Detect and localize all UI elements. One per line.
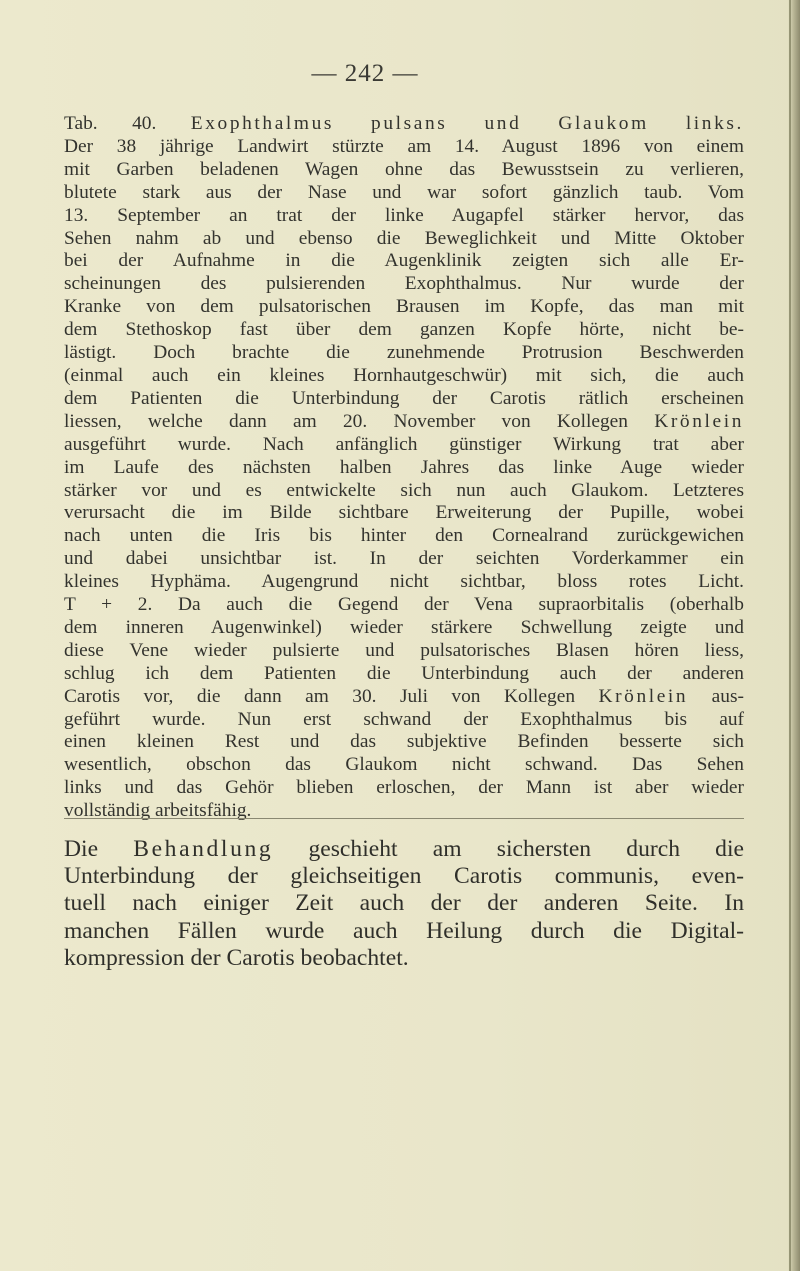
text-line: dem inneren Augenwinkel) wieder stärkere Schwellung zeigte und xyxy=(64,616,744,638)
horizontal-rule xyxy=(64,818,744,819)
text-line: bei der Aufnahme in die Augenklinik zeigten sich alle Er- xyxy=(64,250,744,272)
text-line: vollständig arbeitsfähig. xyxy=(64,800,252,822)
text-line: (einmal auch ein kleines Hornhautgeschwür) mit sich, die auch xyxy=(64,364,744,386)
text-line: manchen Fällen wurde auch Heilung durch die Digital- xyxy=(64,917,744,944)
surgeon-name: Krönlein xyxy=(654,410,744,432)
page-number: — 242 — xyxy=(311,60,419,87)
text-line: 13. September an trat der linke Augapfel stärker hervor, das xyxy=(64,204,744,226)
surgeon-name: Krönlein xyxy=(598,685,689,707)
text-line: einen kleinen Rest und das subjektive Befinden besserte sich xyxy=(64,731,744,753)
text-line: diese Vene wieder pulsierte und pulsatorisches Blasen hören liess, xyxy=(64,639,744,661)
treatment-paragraph xyxy=(64,836,744,972)
text-line: wesentlich, obschon das Glaukom nicht schwand. Das Sehen xyxy=(64,754,744,776)
text-line: scheinungen des pulsierenden Exophthalmus. Nur wurde der xyxy=(64,273,744,295)
text-fragment: geschieht am sichersten durch die xyxy=(308,836,744,862)
table-title: Exophthalmus pulsans und Glaukom links. xyxy=(190,113,744,134)
text-line: dem Patienten die Unterbindung der Carotis rätlich erscheinen xyxy=(64,387,744,409)
text-line: kleines Hyphäma. Augengrund nicht sichtbar, bloss rotes Licht. xyxy=(64,571,744,593)
case-report-paragraph xyxy=(64,113,744,823)
text-line: Kranke von dem pulsatorischen Brausen im Kopfe, das man mit xyxy=(64,296,744,318)
text-line: T + 2. Da auch die Gegend der Vena supraorbitalis (oberhalb xyxy=(64,594,744,616)
text-line: schlug ich dem Patienten die Unterbindung auch der anderen xyxy=(64,662,744,684)
text-line: Der 38 jährige Landwirt stürzte am 14. August 1896 von einem xyxy=(64,135,744,157)
text-line: mit Garben beladenen Wagen ohne das Bewusstsein zu verlieren, xyxy=(64,158,744,180)
text-line: und dabei unsichtbar ist. In der seichten Vorderkammer ein xyxy=(64,548,744,570)
lead-word: Die xyxy=(64,836,99,862)
text-line: im Laufe des nächsten halben Jahres das linke Auge wieder xyxy=(64,456,744,478)
text-line xyxy=(64,411,744,434)
text-line xyxy=(64,686,744,709)
text-line: tuell nach einiger Zeit auch der der anderen Seite. In xyxy=(64,890,744,917)
text-line: verursacht die im Bilde sichtbare Erweiterung der Pupille, wobei xyxy=(64,502,744,524)
text-line: blutete stark aus der Nase und war sofort gänzlich taub. Vom xyxy=(64,181,744,203)
text-line: lästigt. Doch brachte die zunehmende Protrusion Beschwerden xyxy=(64,342,744,364)
text-line: kompression der Carotis beobachtet. xyxy=(64,944,409,971)
text-line: geführt wurde. Nun erst schwand der Exophthalmus bis auf xyxy=(64,708,744,730)
text-line: Sehen nahm ab und ebenso die Beweglichkeit und Mitte Oktober xyxy=(64,227,744,249)
text-line: dem Stethoskop fast über dem ganzen Kopfe hörte, nicht be- xyxy=(64,319,744,341)
table-label: Tab. 40. xyxy=(64,113,157,134)
text-line xyxy=(64,836,744,863)
text-fragment: Carotis vor, die dann am 30. Juli von Kollegen xyxy=(64,685,576,707)
text-fragment: aus- xyxy=(711,685,744,707)
text-line: links und das Gehör blieben erloschen, der Mann ist aber wieder xyxy=(64,777,744,799)
lead-word-spaced: Behandlung xyxy=(133,836,274,862)
text-line: stärker vor und es entwickelte sich nun auch Glaukom. Letzteres xyxy=(64,479,744,501)
text-line xyxy=(64,113,744,136)
page-edge-line xyxy=(789,0,791,1271)
text-line: ausgeführt wurde. Nach anfänglich günstiger Wirkung trat aber xyxy=(64,433,744,455)
text-line: nach unten die Iris bis hinter den Cornealrand zurückgewichen xyxy=(64,525,744,547)
text-fragment: liessen, welche dann am 20. November von Kollegen xyxy=(64,410,628,432)
text-line: Unterbindung der gleichseitigen Carotis communis, even- xyxy=(64,863,744,890)
